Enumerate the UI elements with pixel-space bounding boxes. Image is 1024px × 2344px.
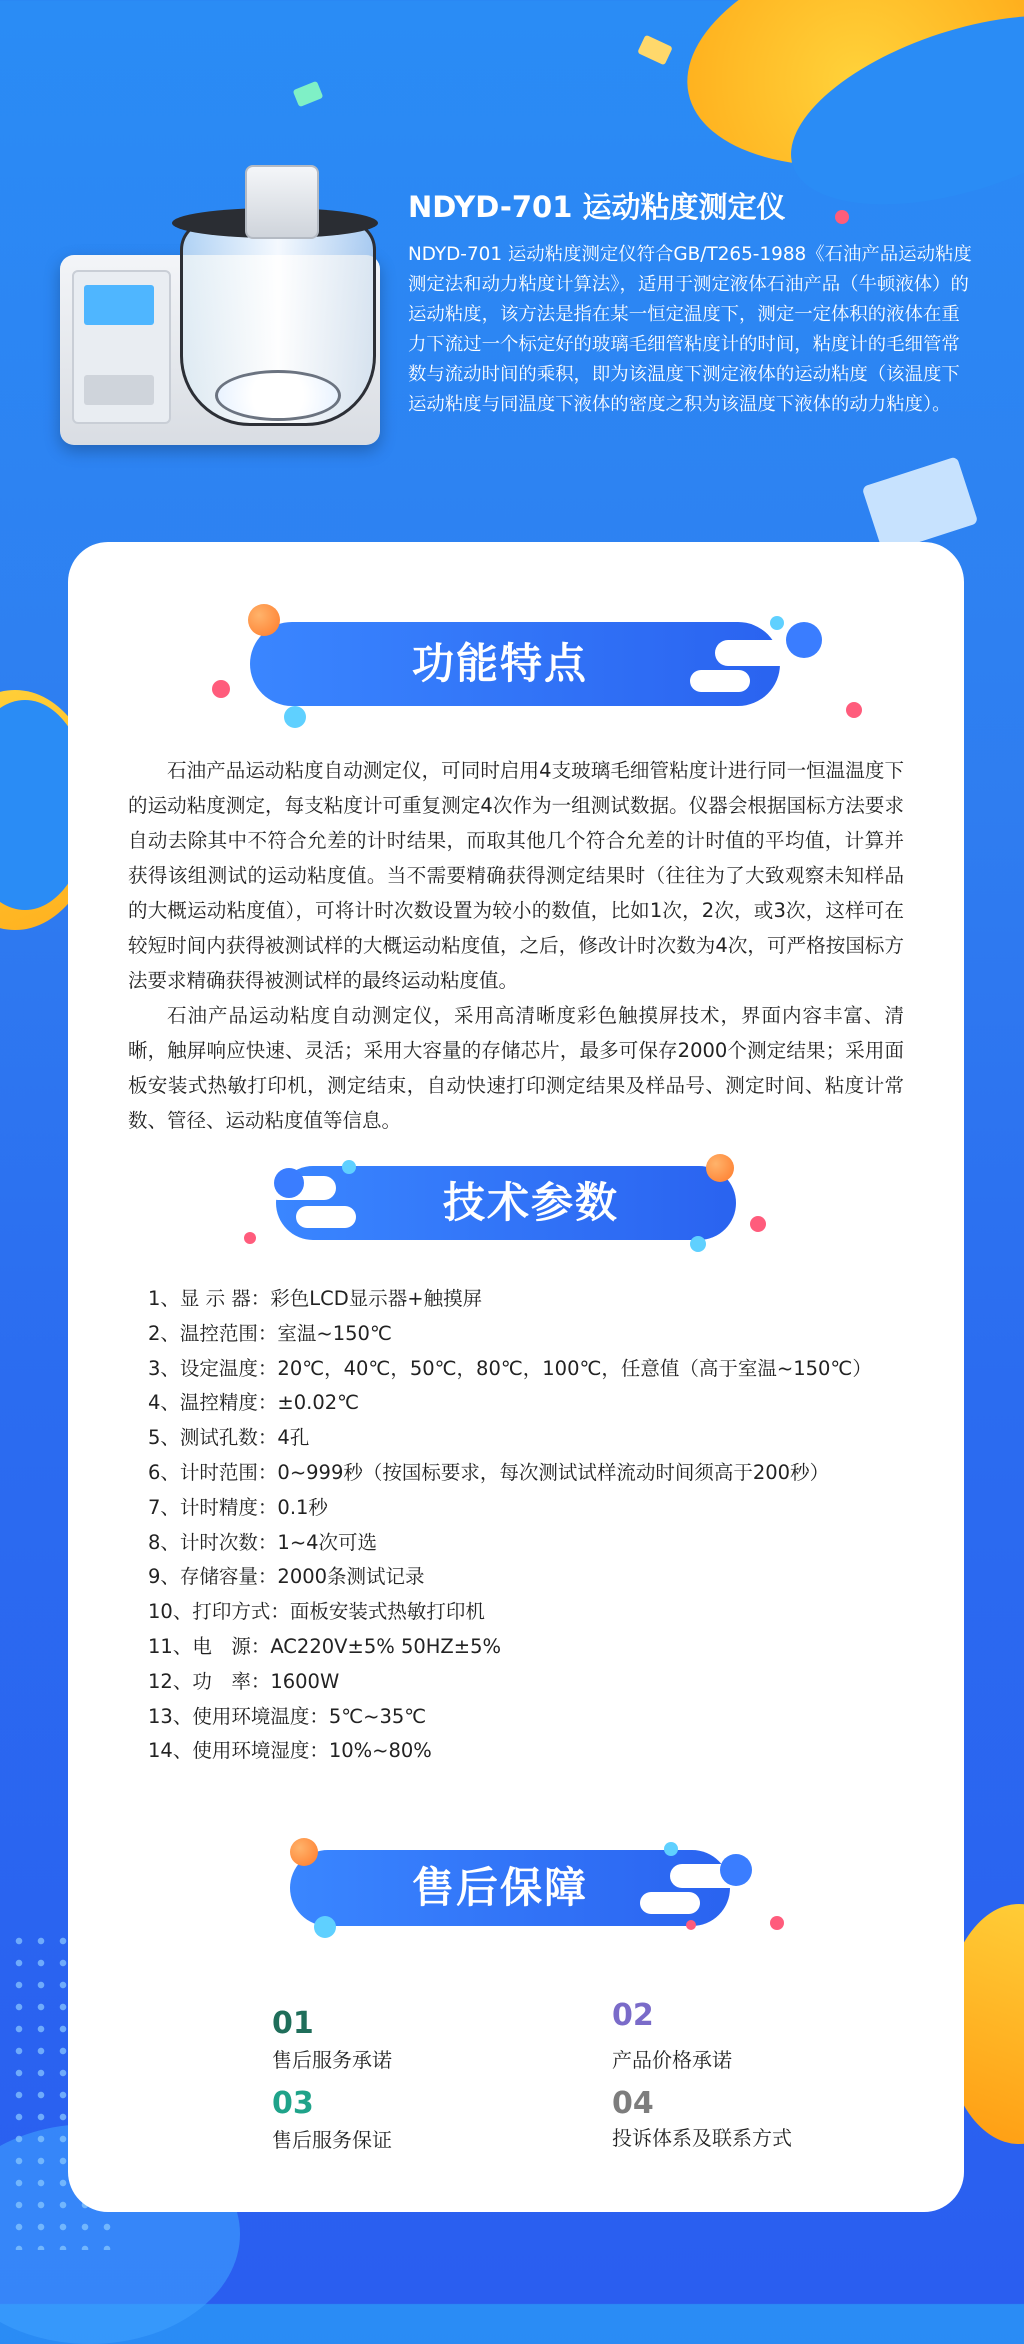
pink-dot-decoration	[212, 680, 230, 698]
features-banner	[250, 622, 810, 706]
orange-dot-decoration	[290, 1838, 318, 1866]
service-banner	[290, 1850, 740, 1926]
spec-item: 3、设定温度：20℃，40℃，50℃，80℃，100℃，任意值（高于室温~150℃）	[148, 1356, 872, 1380]
specs-banner	[276, 1166, 736, 1240]
blue-dot-decoration	[786, 622, 822, 658]
service-label-4: 投诉体系及联系方式	[612, 2126, 792, 2150]
specs-list	[148, 1282, 908, 1769]
spec-item: 1、显 示 器：彩色LCD显示器+触摸屏	[148, 1287, 483, 1310]
pink-dot-decoration	[846, 702, 862, 718]
cyan-dot-decoration	[314, 1916, 336, 1938]
service-number-2: 02	[612, 1998, 654, 2033]
spec-item: 9、存储容量：2000条测试记录	[148, 1565, 425, 1589]
blue-dot-decoration	[720, 1854, 752, 1886]
service-number-1: 01	[272, 2006, 314, 2041]
product-description: NDYD-701 运动粘度测定仪符合GB/T265-1988《石油产品运动粘度测定法和动力粘度计算法》，适用于测定液体石油产品（牛顿液体）的运动粘度，该方法是指在某一恒定温度下，测定一定体积的液体在重力下流过一个标定好的玻璃毛细管粘度计的时间，粘度计的毛细管常数与流动时间的乘积，即为该温度下测定液体的运动粘度（该温度下运动粘度与同温度下液体的密度之积为该温度下液体的动力粘度）。	[408, 244, 972, 415]
spec-item: 14、使用环境湿度：10%~80%	[148, 1739, 432, 1763]
cyan-dot-decoration	[690, 1236, 706, 1252]
orange-dot-decoration	[248, 604, 280, 636]
service-label-3: 售后服务保证	[272, 2128, 392, 2152]
service-label-2: 产品价格承诺	[612, 2048, 732, 2072]
paper-decoration	[862, 456, 979, 553]
spec-item: 13、使用环境温度：5℃~35℃	[148, 1704, 427, 1728]
service-number-4: 04	[612, 2086, 654, 2121]
spec-item: 4、温控精度：±0.02℃	[148, 1391, 360, 1415]
features-paragraph-1: 石油产品运动粘度自动测定仪，可同时启用4支玻璃毛细管粘度计进行同一恒温温度下的运动粘度测定，每支粘度计可重复测定4次作为一组测试数据。仪器会根据国标方法要求自动去除其中不符合允差的计时结果，而取其他几个符合允差的计时值的平均值，计算并获得该组测试的运动粘度值。当不需要精确获得测定结果时（往往为了大致观察未知样品的大概运动粘度值），可将计时次数设置为较小的数值，比如1次，2次，或3次，这样可在较短时间内获得被测试样的大概运动粘度值，之后，修改计时次数为4次，可严格按国标方法要求精确获得被测试样的最终运动粘度值。	[128, 759, 904, 992]
orange-dot-decoration	[706, 1154, 734, 1182]
spec-item: 12、功 率：1600W	[148, 1669, 340, 1693]
confetti-decoration	[637, 35, 673, 66]
features-heading: 功能特点	[411, 639, 588, 688]
pink-dot-decoration	[770, 1916, 784, 1930]
service-label-1: 售后服务承诺	[272, 2048, 392, 2072]
pink-dot-decoration	[244, 1232, 256, 1244]
features-paragraph-2: 石油产品运动粘度自动测定仪，采用高清晰度彩色触摸屏技术，界面内容丰富、清晰，触屏响应快速、灵活；采用大容量的存储芯片，最多可保存2000个测定结果；采用面板安装式热敏打印机，测定结束，自动快速打印测定结果及样品号、测定时间、粘度计常数、管径、运动粘度值等信息。	[128, 1004, 904, 1132]
product-image	[60, 160, 380, 450]
pink-dot-decoration	[686, 1920, 696, 1930]
spec-item: 7、计时精度：0.1秒	[148, 1495, 328, 1519]
spec-item: 10、打印方式：面板安装式热敏打印机	[148, 1600, 485, 1624]
product-title: NDYD-701 运动粘度测定仪	[408, 190, 786, 224]
cyan-dot-decoration	[342, 1160, 356, 1174]
specs-heading: 技术参数	[442, 1178, 619, 1227]
blue-dot-decoration	[274, 1168, 304, 1198]
cyan-dot-decoration	[770, 616, 784, 630]
confetti-decoration	[293, 81, 324, 107]
spec-item: 5、测试孔数：4孔	[148, 1426, 310, 1450]
service-heading: 售后保障	[411, 1863, 588, 1912]
spec-item: 6、计时范围：0~999秒（按国标要求，每次测试试样流动时间须高于200秒）	[148, 1460, 830, 1484]
spec-item: 8、计时次数：1~4次可选	[148, 1530, 378, 1554]
spec-item: 11、电 源：AC220V±5% 50HZ±5%	[148, 1634, 502, 1658]
pink-dot-decoration	[750, 1216, 766, 1232]
service-number-3: 03	[272, 2086, 314, 2121]
cyan-dot-decoration	[664, 1842, 678, 1856]
cyan-dot-decoration	[284, 706, 306, 728]
spec-item: 2、温控范围：室温~150℃	[148, 1321, 392, 1345]
